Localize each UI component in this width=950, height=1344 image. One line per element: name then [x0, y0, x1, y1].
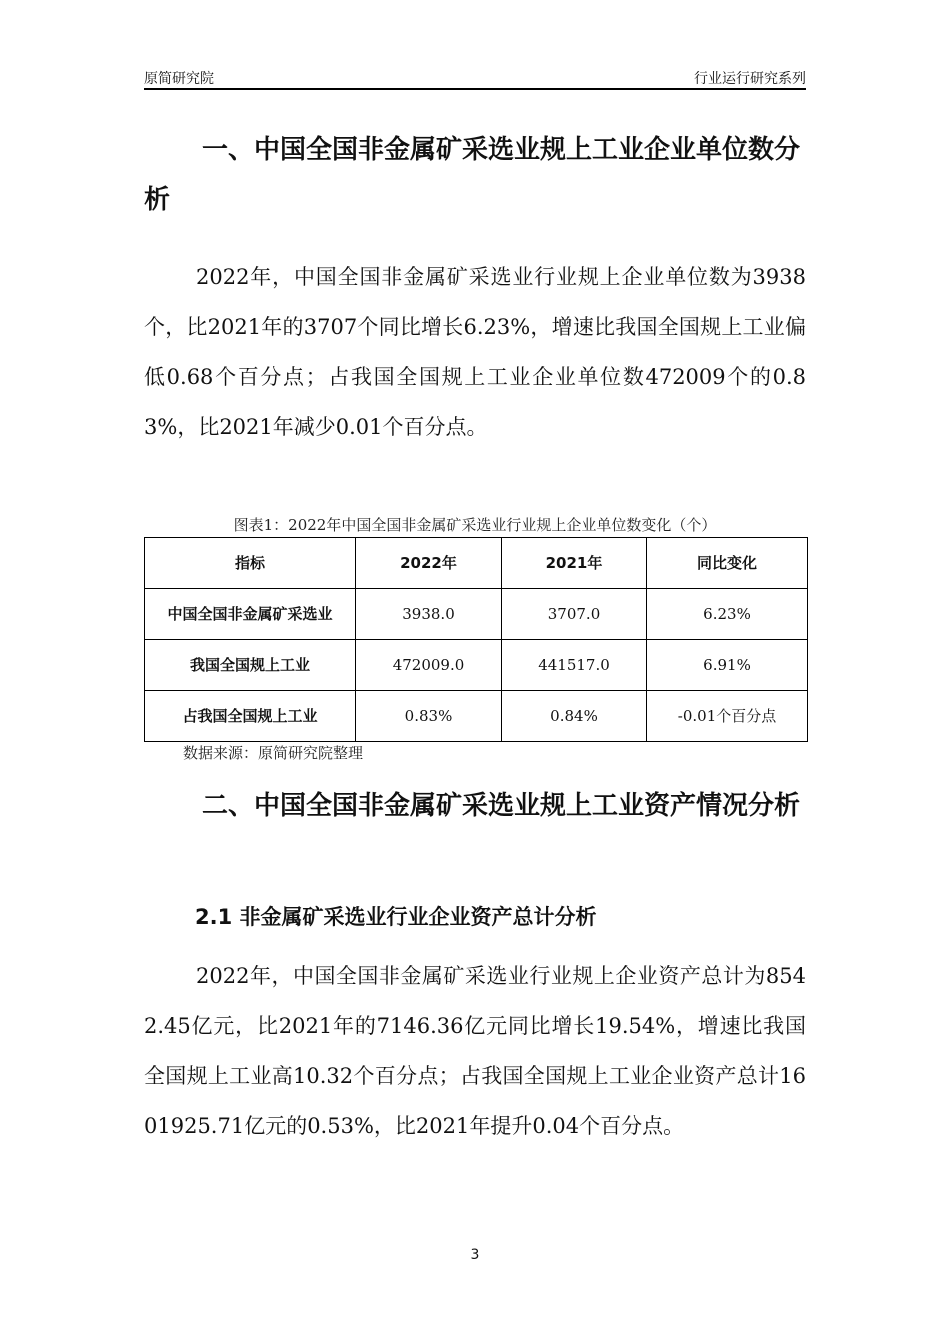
table-cell: 6.23%	[647, 589, 808, 640]
table-cell: 0.83%	[356, 691, 502, 742]
section2-heading: 二、中国全国非金属矿采选业规上工业资产情况分析	[202, 791, 801, 821]
table-header-cell: 指标	[145, 538, 356, 589]
table-cell: 3938.0	[356, 589, 502, 640]
section1-paragraph: 2022年，中国全国非金属矿采选业行业规上企业单位数为3938个，比2021年的3707个同比增长6.23%，增速比我国全国规上工业偏低0.68个百分点；占我国全国规上工业企业单位数472009个的0.83%，比2021年减少0.01个百分点。	[144, 265, 806, 439]
section1-heading: 一、中国全国非金属矿采选业规上工业企业单位数分析	[144, 135, 801, 215]
table-caption: 图表1：2022年中国全国非金属矿采选业行业规上企业单位数变化（个）	[233, 516, 717, 534]
table-header-cell: 2022年	[356, 538, 502, 589]
table-source-note: 数据来源：原简研究院整理	[183, 744, 364, 762]
table-row	[145, 640, 808, 691]
table-cell: 3707.0	[502, 589, 647, 640]
table-cell: 6.91%	[647, 640, 808, 691]
table-row	[145, 691, 808, 742]
table-header-cell: 同比变化	[647, 538, 808, 589]
section2-paragraph: 2022年，中国全国非金属矿采选业行业规上企业资产总计为8542.45亿元，比2021年的7146.36亿元同比增长19.54%，增速比我国全国规上工业高10.32个百分点；占我国全国规上工业企业资产总计1601925.71亿元的0.53%，比2021年提升0.04个百分点。	[144, 964, 806, 1138]
table-cell: 441517.0	[502, 640, 647, 691]
table-row-label: 中国全国非金属矿采选业	[145, 589, 356, 640]
header-series-name: 行业运行研究系列	[694, 71, 806, 87]
table-cell: 472009.0	[356, 640, 502, 691]
table-cell: -0.01个百分点	[647, 691, 808, 742]
table-row-label: 占我国全国规上工业	[145, 691, 356, 742]
table-header-row	[145, 538, 808, 589]
section2-subheading: 2.1 非金属矿采选业行业企业资产总计分析	[195, 905, 597, 929]
page-number: 3	[470, 1247, 480, 1263]
table-header-cell: 2021年	[502, 538, 647, 589]
page-header	[144, 66, 806, 90]
table-row-label: 我国全国规上工业	[145, 640, 356, 691]
header-org-name: 原简研究院	[144, 71, 214, 87]
table-row	[145, 589, 808, 640]
enterprise-count-table	[144, 537, 808, 742]
table-cell: 0.84%	[502, 691, 647, 742]
